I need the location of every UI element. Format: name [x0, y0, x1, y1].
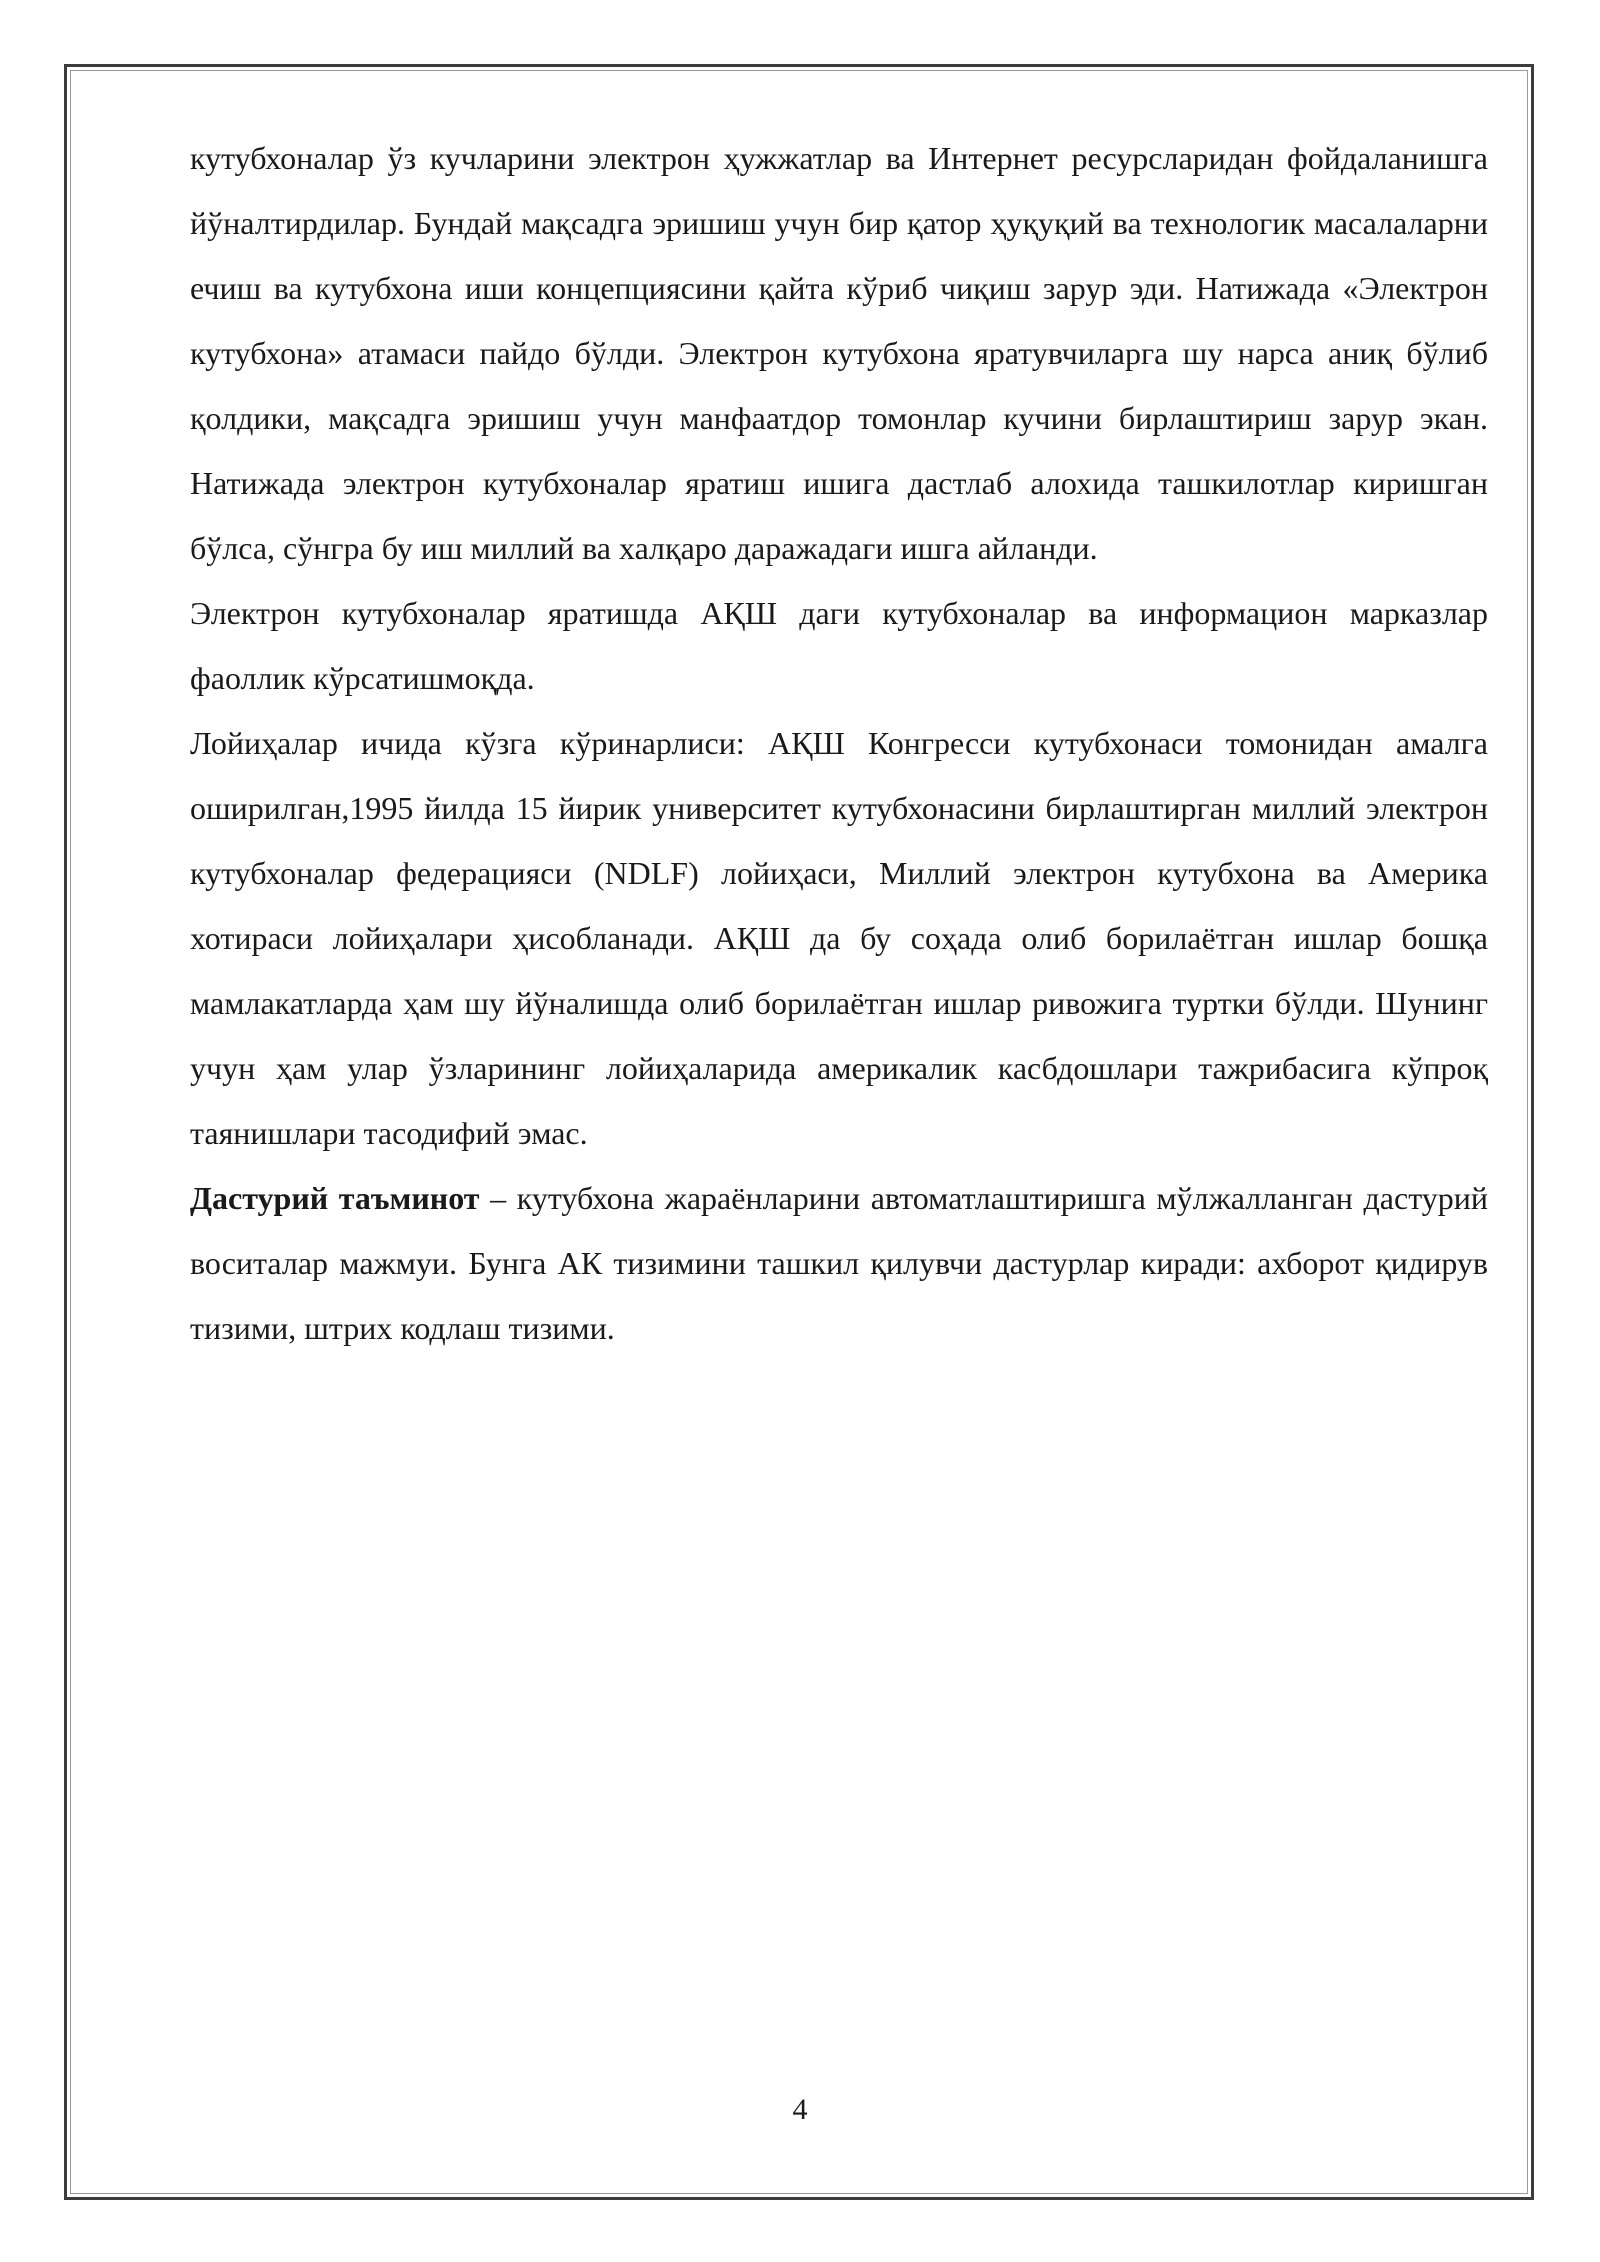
term-software: Дастурий таъминот: [190, 1180, 480, 1216]
paragraph-projects: Лойиҳалар ичида кўзга кўринарлиси: АҚШ Конгресси кутубхонаси томонидан амалга оширилган,1995 йилда 15 йирик университет кутубхонасини бирлаштирган миллий электрон кутубхоналар федерацияси (NDLF) лойиҳаси, Миллий электрон кутубхона ва Америка хотираси лойиҳалари ҳисобланади. АҚШ да бу соҳада олиб борилаётган ишлар бошқа мамлакатларда ҳам шу йўналишда олиб борилаётган ишлар ривожига туртки бўлди. Шунинг учун ҳам улар ўзларининг лойиҳаларида америкалик касбдошлари тажрибасига кўпроқ таянишлари тасодифий эмас.: [190, 725, 1488, 1151]
definition-software: – кутубхона жараёнларини автоматлаштиришга мўлжалланган дастурий воситалар мажмуи. Бунга АК тизимини ташкил қилувчи дастурлар киради: ахборот қидирув тизими, штрих кодлаш тизими.: [190, 1180, 1489, 1346]
paragraph-intro: кутубхоналар ўз кучларини электрон ҳужжатлар ва Интернет ресурсларидан фойдаланишга йўналтирдилар. Бундай мақсадга эришиш учун бир қатор ҳуқуқий ва технологик масалаларни ечиш ва кутубхона иши концепциясини қайта кўриб чиқиш зарур эди. Натижада «Электрон кутубхона» атамаси пайдо бўлди. Электрон кутубхона яратувчиларга шу нарса аниқ бўлиб қолдики, мақсадга эришиш учун манфаатдор томонлар кучини бирлаштириш зарур экан. Натижада электрон кутубхоналар яратиш ишига дастлаб алохида ташкилотлар киришган бўлса, сўнгра бу иш миллий ва халқаро даражадаги ишга айланди.: [190, 140, 1488, 566]
paragraph-usa-centers: Электрон кутубхоналар яратишда АҚШ даги кутубхоналар ва информацион марказлар фаоллик кўрсатишмоқда.: [190, 595, 1488, 696]
page-number: 4: [792, 2093, 808, 2126]
document-body: [190, 126, 1488, 1361]
paragraph-software-definition: [190, 1166, 1488, 1361]
